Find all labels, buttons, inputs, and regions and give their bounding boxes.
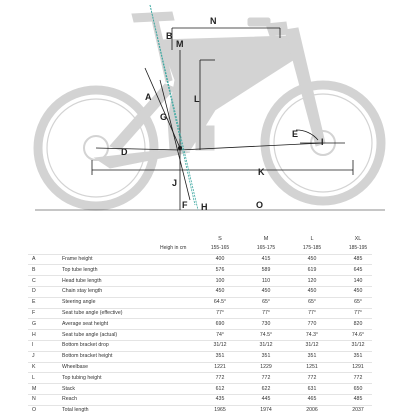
- size-name-l: L: [310, 236, 314, 242]
- value-cell-s: 64.5°: [213, 299, 227, 306]
- size-range-l: 175-185: [302, 245, 322, 251]
- unit-label: Heigh in cm: [160, 245, 187, 251]
- value-cell-l: 770: [307, 320, 317, 327]
- row-label: Seat tube angle (effective): [62, 310, 123, 316]
- value-cell-xl: 820: [353, 320, 363, 327]
- value-cell-xl: 650: [353, 385, 363, 392]
- dim-letter-F: F: [182, 200, 188, 210]
- dim-letter-H: H: [201, 202, 208, 212]
- size-range-xl: 185-195: [348, 245, 368, 251]
- value-cell-xl: 77°: [354, 310, 362, 316]
- dim-letter-K: K: [258, 167, 265, 177]
- value-cell-m: 1229: [260, 364, 272, 370]
- size-range-s: 155-165: [210, 245, 230, 251]
- table-row: [0, 362, 400, 372]
- dim-letter-A: A: [145, 92, 152, 102]
- value-cell-l: 77°: [308, 310, 316, 316]
- table-row: [0, 265, 400, 275]
- row-label: Top tube length: [62, 266, 98, 273]
- table-row: [0, 340, 400, 350]
- row-letter: H: [32, 331, 36, 338]
- dim-letter-N: N: [210, 16, 217, 26]
- row-label: Steering angle: [62, 299, 96, 306]
- value-cell-s: 100: [215, 277, 225, 284]
- table-row: [0, 319, 400, 329]
- value-cell-m: 31/12: [259, 342, 273, 349]
- value-cell-s: 31/12: [213, 342, 227, 349]
- value-cell-s: 1221: [214, 364, 226, 370]
- row-letter: J: [32, 353, 35, 360]
- row-label: Reach: [62, 396, 77, 403]
- row-label: Seat tube angle (actual): [62, 331, 118, 338]
- table-row: [0, 286, 400, 296]
- value-cell-m: 74.5°: [259, 331, 273, 338]
- row-label: Frame height: [62, 256, 93, 262]
- table-header: [0, 232, 400, 252]
- value-cell-m: 77°: [262, 310, 270, 316]
- dim-letter-O: O: [256, 200, 264, 210]
- value-cell-s: 450: [215, 288, 225, 295]
- dim-letter-I: I: [321, 137, 324, 147]
- value-cell-xl: 351: [353, 353, 363, 360]
- value-cell-s: 435: [215, 396, 225, 403]
- value-cell-xl: 485: [353, 256, 363, 262]
- value-cell-m: 65°: [262, 299, 270, 306]
- table-row: [0, 308, 400, 318]
- table-row: [0, 394, 400, 404]
- value-cell-l: 450: [307, 288, 317, 295]
- value-cell-s: 77°: [216, 310, 224, 316]
- row-letter: D: [32, 288, 36, 295]
- row-letter: N: [32, 396, 36, 403]
- bottom-bracket-point: [178, 146, 182, 150]
- row-letter: B: [32, 266, 36, 273]
- value-cell-s: 576: [215, 266, 225, 273]
- row-letter: O: [32, 407, 37, 414]
- row-letter: F: [32, 310, 36, 316]
- value-cell-m: 622: [261, 385, 271, 392]
- value-cell-l: 65°: [308, 299, 316, 306]
- dim-letter-M: M: [176, 39, 184, 49]
- value-cell-xl: 485: [353, 396, 363, 403]
- dim-letter-B: B: [166, 31, 173, 41]
- table-row: [0, 254, 400, 264]
- value-cell-m: 589: [261, 266, 271, 273]
- row-label: Top tubing height: [62, 374, 102, 381]
- value-cell-l: 772: [307, 374, 317, 381]
- row-label: Head tube length: [62, 277, 102, 284]
- value-cell-xl: 450: [353, 288, 363, 295]
- row-label: Bottom bracket height: [62, 353, 113, 360]
- size-name-m: M: [263, 236, 269, 242]
- value-cell-m: 415: [261, 256, 271, 262]
- table-row: [0, 373, 400, 383]
- size-name-xl: XL: [354, 236, 362, 242]
- row-letter: L: [32, 374, 35, 381]
- row-letter: K: [32, 364, 36, 370]
- table-row: [0, 330, 400, 340]
- row-letter: I: [32, 342, 34, 349]
- value-cell-l: 2006: [306, 407, 318, 414]
- value-cell-m: 730: [261, 320, 271, 327]
- row-letter: E: [32, 299, 36, 306]
- value-cell-m: 445: [261, 396, 271, 403]
- row-letter: G: [32, 320, 37, 327]
- value-cell-xl: 2037: [352, 407, 364, 414]
- value-cell-l: 351: [307, 353, 317, 360]
- value-cell-s: 74°: [216, 331, 224, 338]
- value-cell-s: 690: [215, 320, 225, 327]
- value-cell-m: 450: [261, 288, 271, 295]
- value-cell-s: 400: [215, 256, 225, 262]
- value-cell-l: 31/12: [305, 342, 319, 349]
- value-cell-l: 465: [307, 396, 317, 403]
- row-label: Total length: [62, 407, 89, 414]
- dim-letter-L: L: [194, 94, 200, 104]
- value-cell-l: 631: [307, 385, 317, 392]
- dim-letter-G: G: [160, 112, 168, 122]
- table-row: [0, 384, 400, 394]
- value-cell-l: 120: [307, 277, 317, 284]
- dim-letter-J: J: [172, 178, 178, 188]
- row-label: Wheelbase: [62, 364, 88, 370]
- value-cell-xl: 140: [353, 277, 363, 284]
- row-letter: C: [32, 277, 36, 284]
- value-cell-m: 110: [261, 277, 271, 284]
- value-cell-l: 1251: [306, 364, 318, 370]
- row-letter: A: [32, 256, 36, 262]
- table-row: [0, 276, 400, 286]
- value-cell-s: 351: [215, 353, 225, 360]
- table-row: [0, 405, 400, 415]
- size-range-m: 165-175: [256, 245, 276, 251]
- value-cell-xl: 65°: [354, 299, 362, 306]
- row-label: Chain stay length: [62, 288, 103, 295]
- value-cell-s: 1965: [214, 407, 226, 414]
- row-label: Average seat height: [62, 320, 109, 327]
- dim-letter-E: E: [292, 129, 299, 139]
- value-cell-xl: 74.6°: [351, 331, 365, 338]
- table-row: [0, 351, 400, 361]
- value-cell-xl: 645: [353, 266, 363, 273]
- size-name-s: S: [218, 236, 222, 242]
- row-label: Bottom bracket drop: [62, 342, 109, 349]
- dim-letter-D: D: [121, 147, 128, 157]
- value-cell-s: 612: [215, 385, 225, 392]
- row-letter: M: [32, 385, 37, 392]
- row-label: Stack: [62, 385, 75, 392]
- value-cell-m: 772: [261, 374, 271, 381]
- value-cell-xl: 772: [353, 374, 363, 381]
- value-cell-s: 772: [215, 374, 225, 381]
- value-cell-m: 351: [261, 353, 271, 360]
- value-cell-l: 74.3°: [305, 331, 319, 338]
- value-cell-l: 450: [307, 256, 317, 262]
- value-cell-xl: 1291: [352, 364, 364, 370]
- value-cell-m: 1974: [260, 407, 272, 414]
- value-cell-l: 619: [307, 266, 317, 273]
- value-cell-xl: 31/12: [351, 342, 365, 349]
- table-row: [0, 297, 400, 307]
